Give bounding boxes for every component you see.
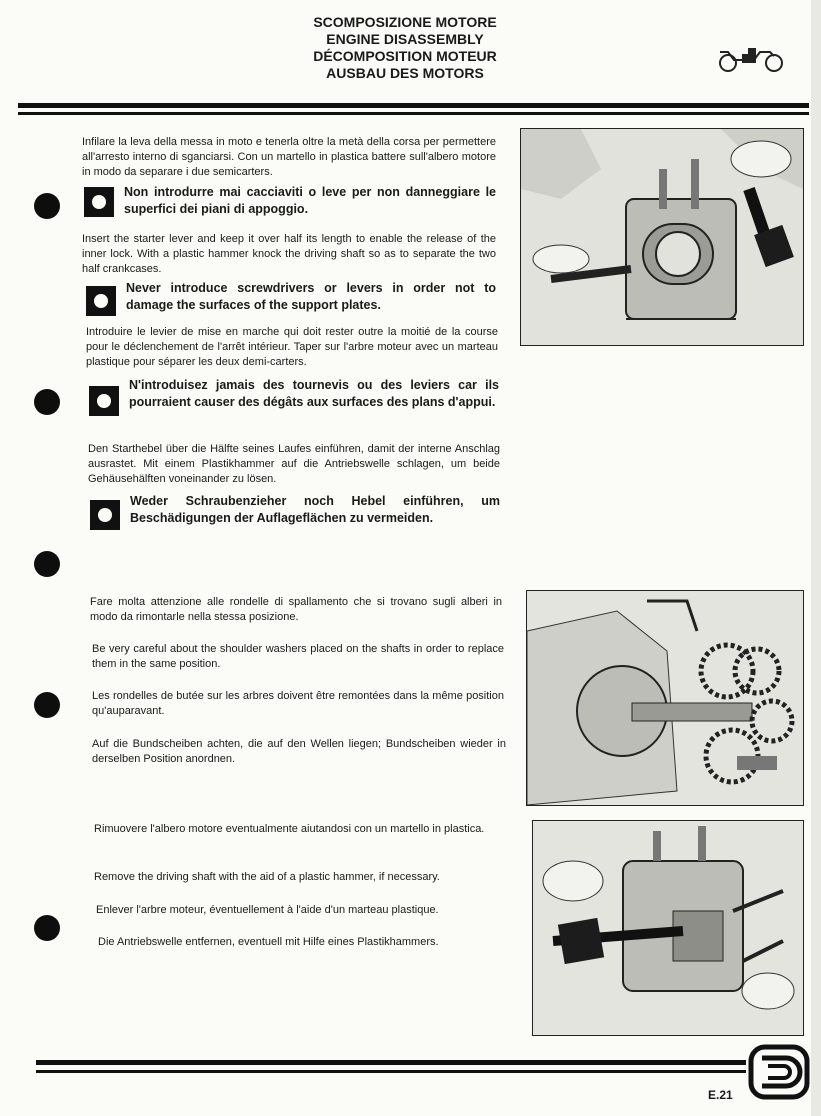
- title-german: AUSBAU DES MOTORS: [326, 65, 484, 81]
- motorcycle-icon: [714, 44, 788, 72]
- warning-icon: [90, 500, 120, 530]
- instruction-italian: Fare molta attenzione alle rondelle di spallamento che si trovano sugli alberi in modo da rimontarle nella stessa posizione.: [90, 596, 502, 623]
- instruction-german: Den Starthebel über die Hälfte seines Laufes einführen, damit der interne Anschlag ausrastet. Mit einem Plastikhammer auf die Antriebswelle schlagen, um beide Gehäusehälften voneinander zu lösen.: [88, 443, 500, 485]
- figure-crankcase-separation: [520, 128, 804, 346]
- warning-icon: [89, 386, 119, 416]
- instruction-italian: Infilare la leva della messa in moto e tenerla oltre la metà della corsa per permettere all'arresto interno di sganciarsi. Con un martello in plastica battere sull'albero motore in modo da separare i due semicarters.: [82, 136, 496, 178]
- page-edge: [811, 0, 821, 1116]
- header-rule-thin: [18, 112, 809, 115]
- instruction-french: Introduire le levier de mise en marche qui doit rester outre la moitié de la course pour le déclenchement de l'arrêt intérieur. Taper sur l'arbre moteur avec un marteau plastique pour séparer les deux demi-carters.: [86, 326, 498, 368]
- warning-icon: [86, 286, 116, 316]
- footer-rule-thick: [36, 1060, 746, 1065]
- instruction-english: Insert the starter lever and keep it over half its length to enable the release of the inner lock. With a plastic hammer knock the driving shaft so as to separate the two half crankcases.: [82, 233, 496, 275]
- instruction-english: Remove the driving shaft with the aid of a plastic hammer, if necessary.: [94, 871, 440, 883]
- binder-hole: [34, 389, 60, 415]
- figure-driving-shaft-removal: [532, 820, 804, 1036]
- binder-hole: [34, 551, 60, 577]
- warning-icon: [84, 187, 114, 217]
- instruction-german: Auf die Bundscheiben achten, die auf den Wellen liegen; Bundscheiben wieder in derselben Position anordnen.: [92, 738, 506, 765]
- title-french: DÉCOMPOSITION MOTEUR: [313, 48, 497, 64]
- warning-german: Weder Schraubenzieher noch Hebel einführen, um Beschädigungen der Auflageflächen zu vermeiden.: [130, 494, 500, 525]
- title-english: ENGINE DISASSEMBLY: [326, 31, 484, 47]
- warning-french: N'introduisez jamais des tournevis ou des leviers car ils pourraient causer des dégâts aux surfaces des plans d'appui.: [129, 378, 499, 409]
- title-italian: SCOMPOSIZIONE MOTORE: [313, 14, 497, 30]
- page-number: E.21: [708, 1088, 733, 1102]
- binder-hole: [34, 915, 60, 941]
- brand-logo-icon: [748, 1044, 810, 1100]
- figure-gear-shafts: [526, 590, 804, 806]
- instruction-german: Die Antriebswelle entfernen, eventuell mit Hilfe eines Plastikhammers.: [98, 936, 439, 948]
- instruction-english: Be very careful about the shoulder washers placed on the shafts in order to replace them in the same position.: [92, 643, 504, 670]
- instruction-italian: Rimuovere l'albero motore eventualmente aiutandosi con un martello in plastica.: [94, 823, 485, 835]
- binder-hole: [34, 692, 60, 718]
- warning-english: Never introduce screwdrivers or levers in order not to damage the surfaces of the support plates.: [126, 281, 496, 312]
- binder-hole: [34, 193, 60, 219]
- warning-italian: Non introdurre mai cacciaviti o leve per non danneggiare le superfici dei piani di appoggio.: [124, 185, 496, 216]
- instruction-french: Enlever l'arbre moteur, éventuellement à l'aide d'un marteau plastique.: [96, 904, 439, 916]
- header-rule-thick: [18, 103, 809, 108]
- instruction-french: Les rondelles de butée sur les arbres doivent être remontées dans la même position qu'auparavant.: [92, 690, 504, 717]
- page-title: [250, 14, 560, 82]
- footer-rule-thin: [36, 1070, 746, 1073]
